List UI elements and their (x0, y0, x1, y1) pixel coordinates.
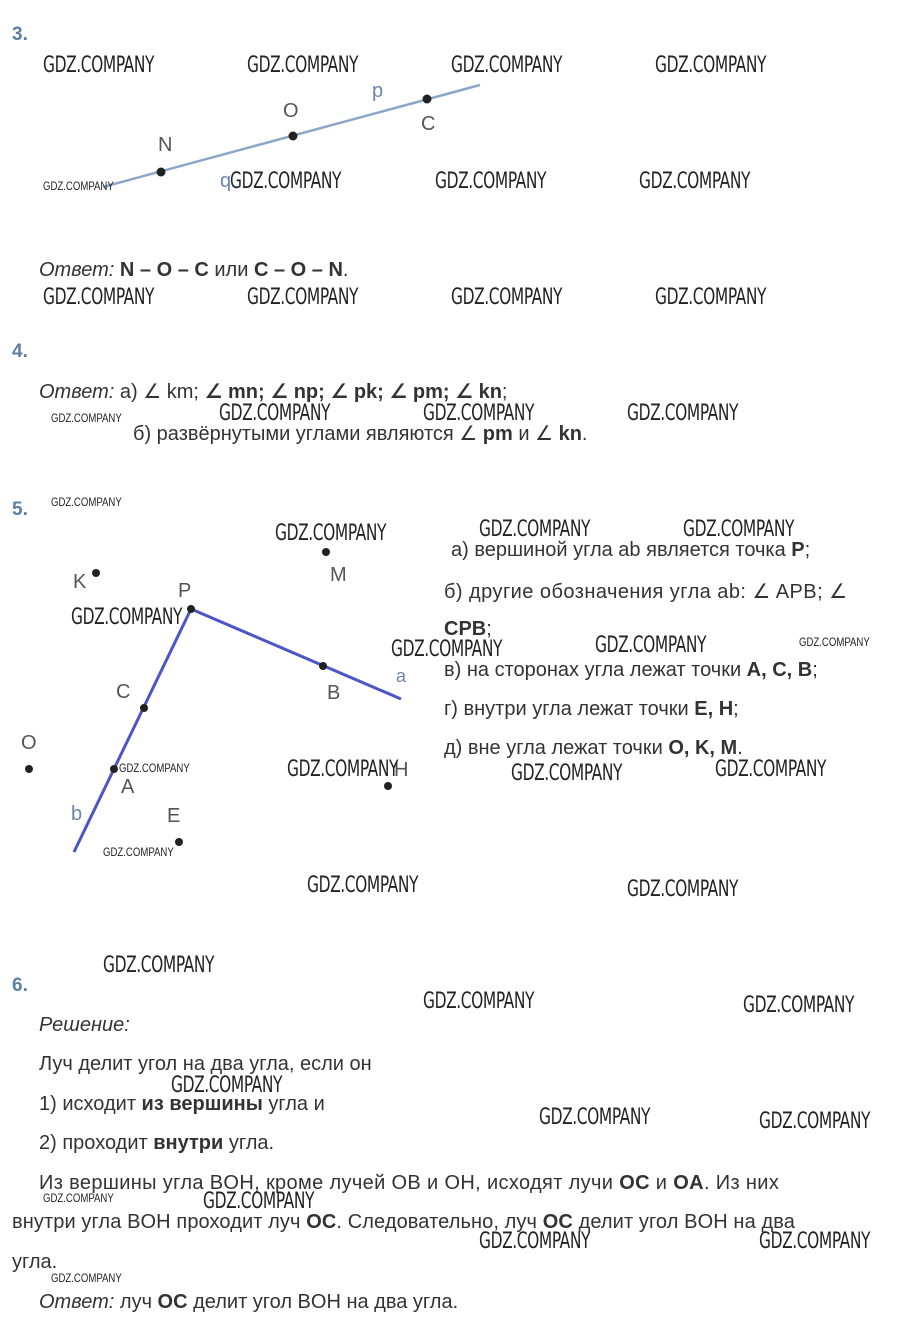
label-k: K (73, 571, 87, 593)
watermark: GDZ.COMPANY (655, 285, 767, 310)
watermark: GDZ.COMPANY (219, 401, 331, 426)
watermark: GDZ.COMPANY (171, 1073, 283, 1098)
label-h: H (394, 759, 409, 781)
angle-pm: pm (482, 423, 513, 445)
point-m (322, 548, 330, 556)
answer-sequence-2: C – O – N (253, 259, 343, 281)
line-end: ; (486, 618, 492, 640)
watermark: GDZ.COMPANY (391, 637, 503, 662)
points-inside: E, H (694, 698, 734, 720)
line-end: . (737, 737, 743, 759)
answer-label: Ответ: (39, 1291, 115, 1313)
point-c5 (140, 704, 148, 712)
line-end: . (581, 423, 588, 445)
p1-c: и (649, 1172, 674, 1194)
answer-end: . (342, 259, 349, 281)
answer-label: Ответ: (39, 381, 115, 403)
watermark-small: GDZ.COMPANY (799, 635, 870, 649)
watermark: GDZ.COMPANY (627, 877, 739, 902)
solution-paragraph-line-1 (39, 1172, 779, 1195)
label-n: N (158, 134, 173, 156)
angle-cpb: CPB (444, 618, 487, 640)
task-6-answer (39, 1291, 458, 1314)
cond2-a: 2) проходит (39, 1132, 154, 1154)
label-m: M (330, 564, 347, 586)
watermark-small: GDZ.COMPANY (51, 411, 122, 425)
point-e (175, 838, 183, 846)
point-c (423, 95, 432, 104)
ray-oc: OC (542, 1211, 573, 1233)
ray-oc: OC (619, 1172, 650, 1194)
answer-label: Ответ: (39, 259, 115, 281)
task-4-number: 4. (12, 341, 28, 362)
cond1-bold: из вершины (141, 1093, 263, 1115)
task-3-answer (39, 259, 348, 282)
point-p (187, 605, 195, 613)
cond1-a: 1) исходит (39, 1093, 142, 1115)
item-a-text: а) вершиной угла ab является точка (451, 539, 792, 561)
line-end: ; (501, 381, 508, 403)
label-o5: O (21, 732, 37, 754)
label-q: q (220, 170, 232, 192)
watermark: GDZ.COMPANY (230, 169, 342, 194)
point-n (157, 168, 166, 177)
watermark-small: GDZ.COMPANY (103, 845, 174, 859)
p1-e: . Из них (703, 1172, 780, 1194)
line-end: ; (804, 539, 811, 561)
label-a: A (121, 776, 135, 798)
watermark: GDZ.COMPANY (451, 285, 563, 310)
cond2-c: угла. (223, 1132, 275, 1154)
line-end: ; (812, 659, 818, 681)
watermark: GDZ.COMPANY (71, 605, 183, 630)
watermark: GDZ.COMPANY (451, 53, 563, 78)
watermark: GDZ.COMPANY (479, 517, 591, 542)
watermark: GDZ.COMPANY (743, 993, 855, 1018)
point-b (319, 662, 327, 670)
point-o (289, 132, 298, 141)
task-5-item-e (444, 737, 743, 760)
watermark: GDZ.COMPANY (275, 521, 387, 546)
watermark: GDZ.COMPANY (639, 169, 751, 194)
label-b: B (327, 682, 341, 704)
point-k (92, 569, 100, 577)
watermark: GDZ.COMPANY (43, 285, 155, 310)
label-c: C (421, 113, 436, 135)
label-p: p (372, 80, 384, 102)
solution-line-1: Луч делит угол на два угла, если он (39, 1053, 372, 1075)
watermark: GDZ.COMPANY (511, 761, 623, 786)
point-h (384, 782, 392, 790)
task-3-number: 3. (12, 24, 28, 45)
line-end: ; (733, 698, 739, 720)
watermark: GDZ.COMPANY (435, 169, 547, 194)
item-c-text: в) на сторонах угла лежат точки (444, 659, 747, 681)
ray-oa: OA (673, 1172, 704, 1194)
answer-c: делит угол BOH на два угла. (187, 1291, 459, 1313)
watermark: GDZ.COMPANY (715, 757, 827, 782)
straight-angles-text: б) развёрнутыми углами являются ∠ (133, 423, 483, 445)
ray-a (191, 609, 401, 699)
solution-paragraph-line-2 (12, 1211, 795, 1234)
p2-a: внутри угла BOH проходит луч (12, 1211, 307, 1233)
p2-c: . Следовательно, луч (336, 1211, 543, 1233)
solution-line-3 (39, 1132, 274, 1155)
points-outside: O, K, M (668, 737, 738, 759)
label-a-ray: a (396, 666, 407, 686)
angle-kn: kn (558, 423, 582, 445)
watermark: GDZ.COMPANY (203, 1189, 315, 1214)
watermark: GDZ.COMPANY (287, 757, 399, 782)
task-5-item-c (444, 659, 818, 682)
watermark-small: GDZ.COMPANY (119, 761, 190, 775)
watermark: GDZ.COMPANY (759, 1229, 871, 1254)
point-o5 (25, 765, 33, 773)
watermark: GDZ.COMPANY (247, 285, 359, 310)
label-o: O (283, 100, 299, 122)
label-p5: P (178, 580, 192, 602)
task-5-item-a (451, 539, 810, 562)
points-on-sides: A, C, B (746, 659, 813, 681)
watermark: GDZ.COMPANY (43, 53, 155, 78)
item-b-text: б) другие обозначения угла ab: ∠ APB; ∠ (444, 581, 848, 603)
watermark: GDZ.COMPANY (307, 873, 419, 898)
task-6-number: 6. (12, 975, 28, 996)
item-d-text: г) внутри угла лежат точки (444, 698, 695, 720)
watermark: GDZ.COMPANY (627, 401, 739, 426)
watermark: GDZ.COMPANY (103, 953, 215, 978)
ray-oc: OC (306, 1211, 337, 1233)
answer-a: луч (114, 1291, 158, 1313)
watermark: GDZ.COMPANY (655, 53, 767, 78)
task-5-item-d (444, 698, 739, 721)
task-5-number: 5. (12, 499, 28, 520)
watermark-small: GDZ.COMPANY (43, 179, 114, 193)
angle-km: а) ∠ km; (114, 381, 205, 403)
cond2-bold: внутри (153, 1132, 224, 1154)
task-5-item-b (444, 579, 847, 604)
solution-label: Решение: (39, 1014, 130, 1036)
watermark-small: GDZ.COMPANY (51, 495, 122, 509)
angles-list: ∠ mn; ∠ np; ∠ pk; ∠ pm; ∠ kn (204, 381, 502, 403)
p2-e: делит угол BOH на два (572, 1211, 795, 1233)
label-c5: C (116, 681, 131, 703)
answer-sequence-1: N – O – C (119, 259, 209, 281)
solution-paragraph-line-3: угла. (12, 1251, 58, 1273)
watermark: GDZ.COMPANY (479, 1229, 591, 1254)
label-b-ray: b (71, 803, 83, 825)
answer-or: или (208, 259, 254, 281)
watermark-small: GDZ.COMPANY (43, 1191, 114, 1205)
watermark: GDZ.COMPANY (759, 1109, 871, 1134)
cond1-c: угла и (262, 1093, 325, 1115)
watermark: GDZ.COMPANY (247, 53, 359, 78)
and-text: и ∠ (512, 423, 559, 445)
ray-oc: OC (157, 1291, 188, 1313)
watermark-small: GDZ.COMPANY (51, 1271, 122, 1285)
vertex-p: P (791, 539, 805, 561)
p1-a: Из вершины угла BOH, кроме лучей OB и OH, исходят лучи (39, 1172, 620, 1194)
label-e: E (167, 805, 181, 827)
watermark: GDZ.COMPANY (683, 517, 795, 542)
watermark: GDZ.COMPANY (595, 633, 707, 658)
point-a (110, 765, 118, 773)
watermark: GDZ.COMPANY (423, 989, 535, 1014)
watermark: GDZ.COMPANY (423, 401, 535, 426)
watermark: GDZ.COMPANY (539, 1105, 651, 1130)
item-e-text: д) вне угла лежат точки (444, 737, 669, 759)
